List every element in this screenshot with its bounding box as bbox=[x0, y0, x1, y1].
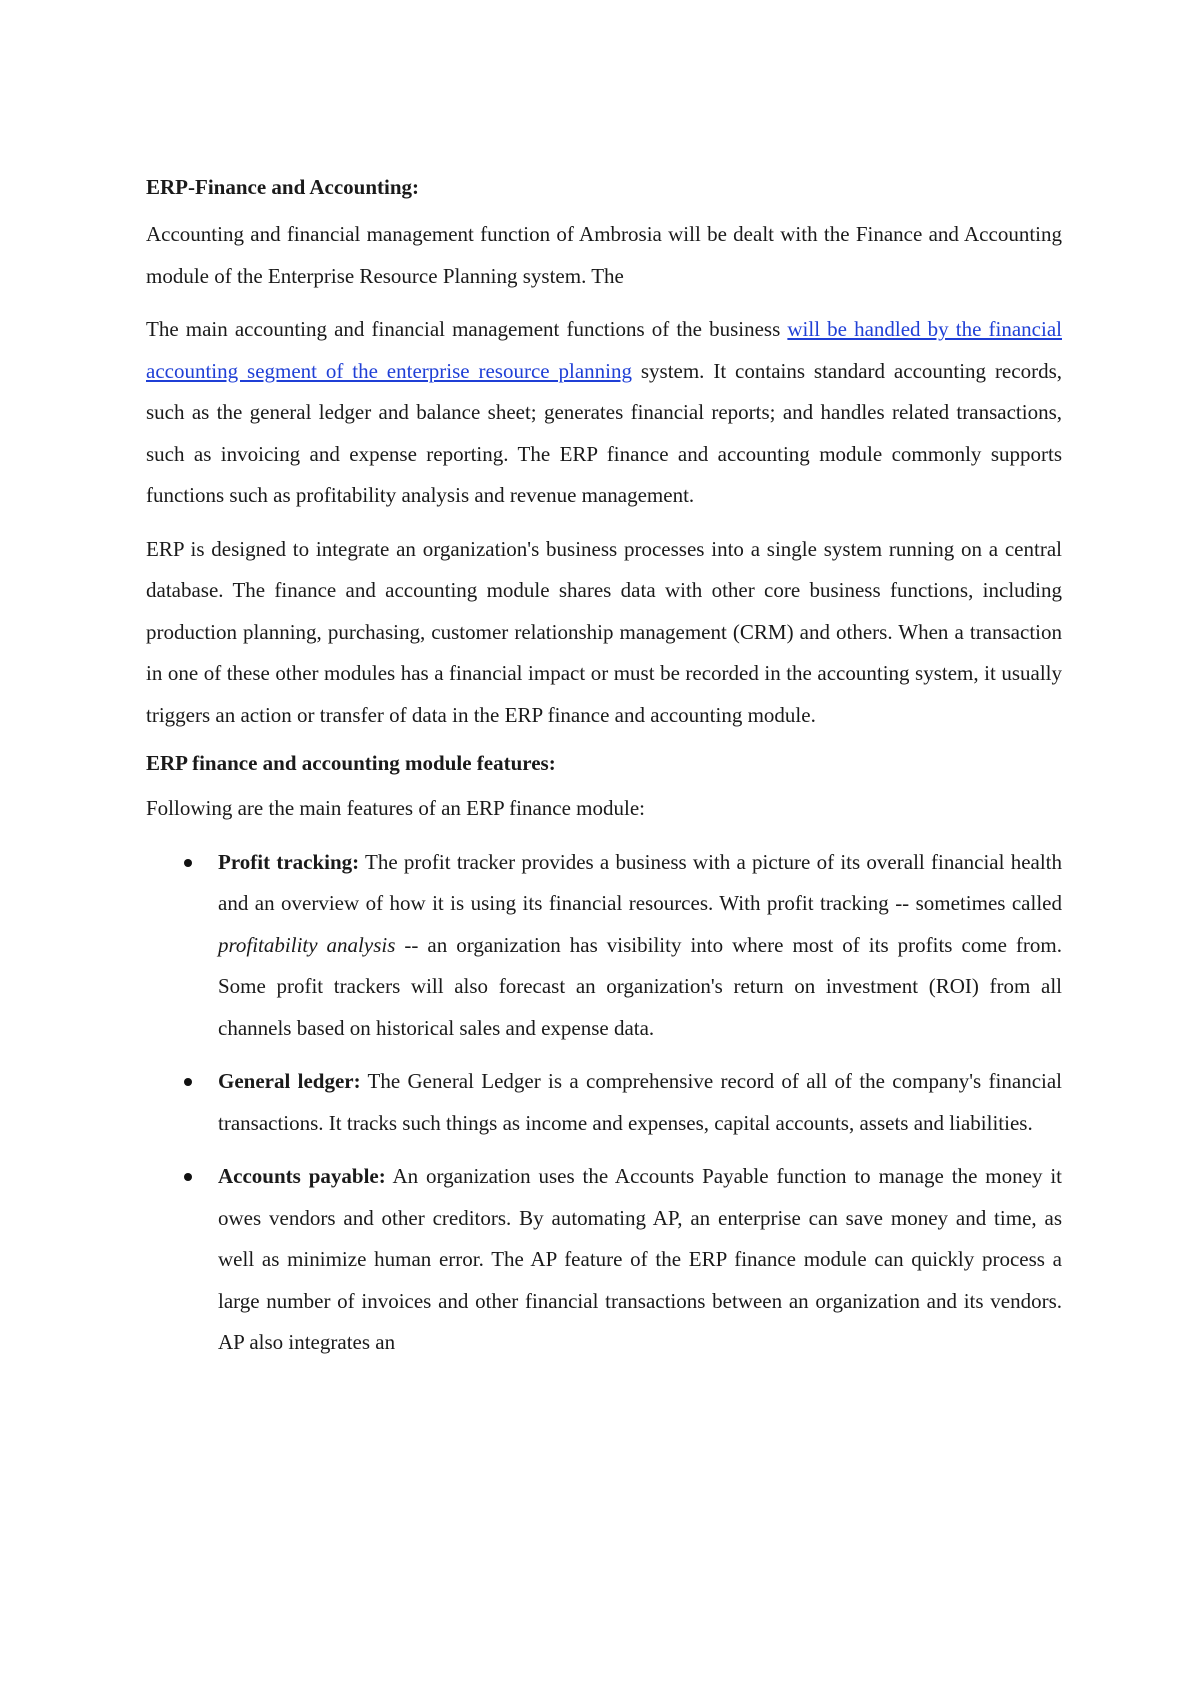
feature-text: An organization uses the Accounts Payable function to manage the money it owes vendors and other creditors. By automating AP, an enterprise can save money and time, as well as minimize human error. The AP feature of the ERP finance module can quickly process a large number of invoices and other financial transactions between an organization and its vendors. AP also integrates an bbox=[218, 1164, 1062, 1354]
feature-emphasis: profitability analysis bbox=[218, 932, 396, 957]
bullet-icon bbox=[184, 1078, 192, 1086]
feature-text: The profit tracker provides a business with a picture of its overall financial health and an overview of how it is using its financial resources. With profit tracking -- sometimes called bbox=[218, 849, 1063, 915]
main-functions-paragraph bbox=[146, 309, 1062, 517]
erp-integration-paragraph: ERP is designed to integrate an organization's business processes into a single system running on a central database. The finance and accounting module shares data with other core business functions, including production planning, purchasing, customer relationship management (CRM) and others. When a transaction in one of these other modules has a financial impact or must be recorded in the accounting system, it usually triggers an action or transfer of data in the ERP finance and accounting module. bbox=[146, 536, 1062, 727]
document-page bbox=[146, 172, 1062, 1376]
features-heading: ERP finance and accounting module features: bbox=[146, 751, 556, 775]
bullet-icon bbox=[184, 1173, 192, 1181]
main-functions-text-before: The main accounting and financial management functions of the business bbox=[146, 317, 788, 341]
feature-term: Profit tracking: bbox=[218, 849, 360, 874]
financial-accounting-link[interactable]: will be handled by the financial accounting segment of the enterprise resource planning bbox=[146, 317, 1062, 383]
feature-term: Accounts payable: bbox=[218, 1164, 386, 1188]
document-title: ERP-Finance and Accounting: bbox=[146, 175, 420, 199]
feature-term: General ledger: bbox=[218, 1069, 361, 1093]
main-functions-text-after: system. It contains standard accounting records, such as the general ledger and balance sheet; generates financial reports; and handles related transactions, such as invoicing and expense reporting. The ERP finance and accounting module commonly supports functions such as profitability analysis and revenue management. bbox=[146, 358, 1062, 507]
feature-item-accounts-payable bbox=[146, 1156, 1062, 1364]
intro-paragraph: Accounting and financial management function of Ambrosia will be dealt with the Finance and Accounting module of the Enterprise Resource Planning system. The bbox=[146, 222, 1062, 288]
feature-text: The General Ledger is a comprehensive record of all of the company's financial transactions. It tracks such things as income and expenses, capital accounts, assets and liabilities. bbox=[218, 1069, 1062, 1135]
feature-item-profit-tracking bbox=[146, 842, 1062, 1050]
feature-item-general-ledger bbox=[146, 1061, 1062, 1144]
features-list bbox=[146, 842, 1062, 1364]
bullet-icon bbox=[184, 859, 192, 867]
features-intro: Following are the main features of an ERP finance module: bbox=[146, 796, 645, 820]
feature-text-continued: -- an organization has visibility into where most of its profits come from. Some profit trackers will also forecast an organization's return on investment (ROI) from all channels based on historical sales and expense data. bbox=[218, 932, 1062, 1040]
